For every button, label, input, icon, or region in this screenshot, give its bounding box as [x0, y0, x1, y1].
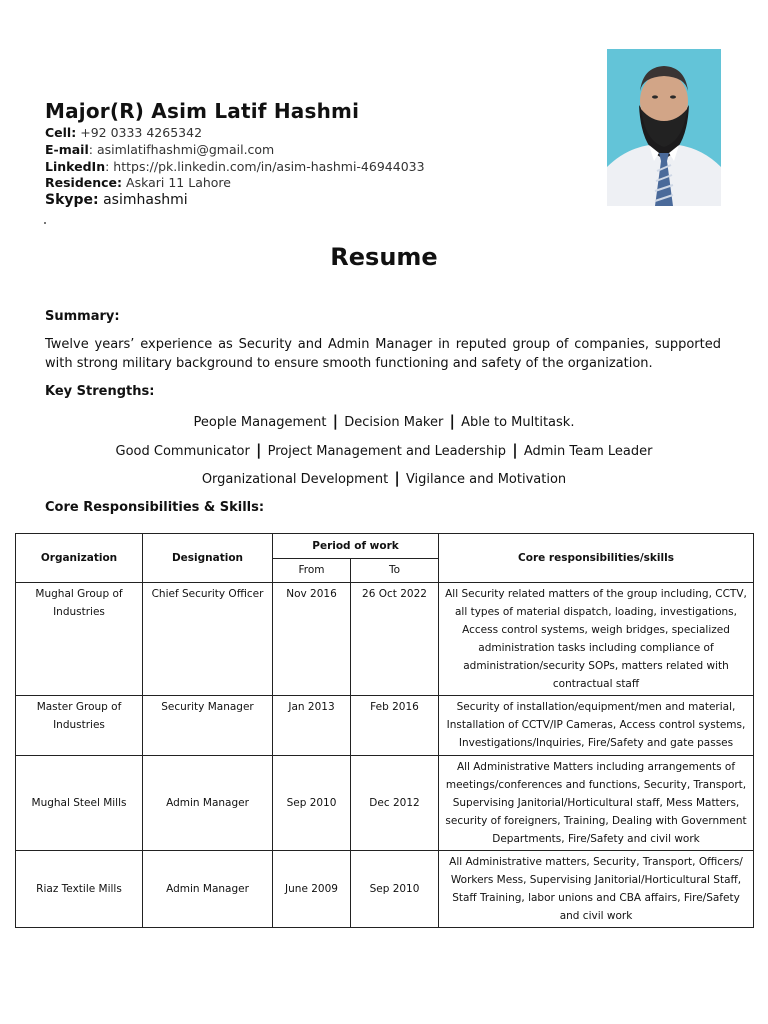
header-designation: Designation — [143, 534, 273, 583]
email-row — [45, 142, 425, 159]
cell-from: June 2009 — [273, 851, 351, 928]
cell-responsibilities: Security of installation/equipment/men and material, Installation of CCTV/IP Cameras, Access control systems, Investigations/Inquiries, Fire/Safety and gate passes — [439, 696, 754, 756]
cell-designation: Chief Security Officer — [143, 583, 273, 696]
residence-value: Askari 11 Lahore — [126, 175, 231, 191]
skype-label: Skype: — [45, 192, 99, 209]
key-strengths-heading: Key Strengths: — [45, 384, 155, 399]
header-from: From — [273, 558, 351, 583]
cell-row — [45, 125, 425, 142]
table-header-row — [16, 534, 754, 559]
cell-organization: Mughal Steel Mills — [16, 756, 143, 851]
cell-designation: Admin Manager — [143, 851, 273, 928]
cell-to: Feb 2016 — [351, 696, 439, 756]
profile-photo — [607, 49, 721, 206]
strength-separator: | — [332, 412, 339, 430]
skype-row — [45, 192, 425, 209]
email-value[interactable]: : asimlatifhashmi@gmail.com — [88, 141, 275, 157]
residence-label: Residence: — [45, 175, 123, 191]
core-responsibilities-heading: Core Responsibilities & Skills: — [45, 500, 265, 515]
cell-organization: Riaz Textile Mills — [16, 851, 143, 928]
cell-designation: Security Manager — [143, 696, 273, 756]
strength-separator: | — [512, 441, 518, 459]
table-row — [16, 756, 754, 851]
strengths-line-3 — [0, 469, 768, 487]
strength-item: Decision Maker — [344, 415, 444, 430]
cell-designation: Admin Manager — [143, 756, 273, 851]
responsibilities-table — [15, 533, 754, 928]
table-row — [16, 696, 754, 756]
linkedin-value[interactable]: : https://pk.linkedin.com/in/asim-hashmi-46944033 — [105, 158, 425, 174]
cell-to: Sep 2010 — [351, 851, 439, 928]
summary-heading: Summary: — [45, 309, 120, 324]
portrait-illustration — [607, 49, 721, 206]
cell-label: Cell: — [45, 125, 77, 140]
email-label: E-mail — [45, 141, 89, 157]
residence-row — [45, 175, 425, 192]
strength-item: Vigilance and Motivation — [405, 472, 567, 487]
header-organization: Organization — [16, 534, 143, 583]
linkedin-row — [45, 159, 425, 176]
strength-item: Able to Multitask. — [461, 415, 575, 430]
strength-separator: | — [256, 441, 262, 459]
strengths-line-1 — [0, 412, 768, 430]
strength-item: People Management — [193, 415, 327, 430]
contact-details — [45, 125, 425, 209]
candidate-name: Major(R) Asim Latif Hashmi — [45, 99, 360, 123]
strength-item: Admin Team Leader — [523, 444, 653, 459]
table-row — [16, 583, 754, 696]
cell-value: +92 0333 4265342 — [80, 125, 203, 140]
cell-to: Dec 2012 — [351, 756, 439, 851]
strength-item: Organizational Development — [201, 472, 389, 487]
cell-from: Sep 2010 — [273, 756, 351, 851]
cell-to: 26 Oct 2022 — [351, 583, 439, 696]
cell-from: Nov 2016 — [273, 583, 351, 696]
header-to: To — [351, 558, 439, 583]
table-row — [16, 851, 754, 928]
page-title: Resume — [330, 243, 438, 271]
strength-item: Good Communicator — [115, 444, 250, 459]
skype-value: asimhashmi — [103, 192, 188, 209]
cell-organization: Master Group of Industries — [16, 696, 143, 756]
strength-separator: | — [394, 469, 400, 487]
strength-separator: | — [449, 412, 455, 430]
header-period: Period of work — [273, 534, 439, 559]
cell-organization: Mughal Group of Industries — [16, 583, 143, 696]
header-responsibilities: Core responsibilities/skills — [439, 534, 754, 583]
stray-dot — [44, 222, 46, 224]
linkedin-label: LinkedIn — [45, 158, 106, 174]
strengths-line-2 — [0, 441, 768, 459]
cell-responsibilities: All Administrative matters, Security, Transport, Officers/ Workers Mess, Supervising Janitorial/Horticultural Staff, Staff Training, labor unions and CBA affairs, Fire/Safety and civil work — [439, 851, 754, 928]
summary-text: Twelve years’ experience as Security and Admin Manager in reputed group of companies, supported with strong military background to ensure smooth functioning and safety of the organization. — [45, 337, 721, 371]
cell-responsibilities: All Security related matters of the group including, CCTV, all types of material dispatch, loading, investigations, Access control systems, weigh bridges, specialized administration tasks including compliance of administration/security SOPs, matters related with contractual staff — [439, 583, 754, 696]
strength-item: Project Management and Leadership — [267, 444, 507, 459]
cell-from: Jan 2013 — [273, 696, 351, 756]
cell-responsibilities: All Administrative Matters including arrangements of meetings/conferences and functions, Security, Transport, Supervising Janitorial/Horticultural staff, Mess Matters, security of foreigners, Training, Dealing with Government Departments, Fire/Safety and civil work — [439, 756, 754, 851]
